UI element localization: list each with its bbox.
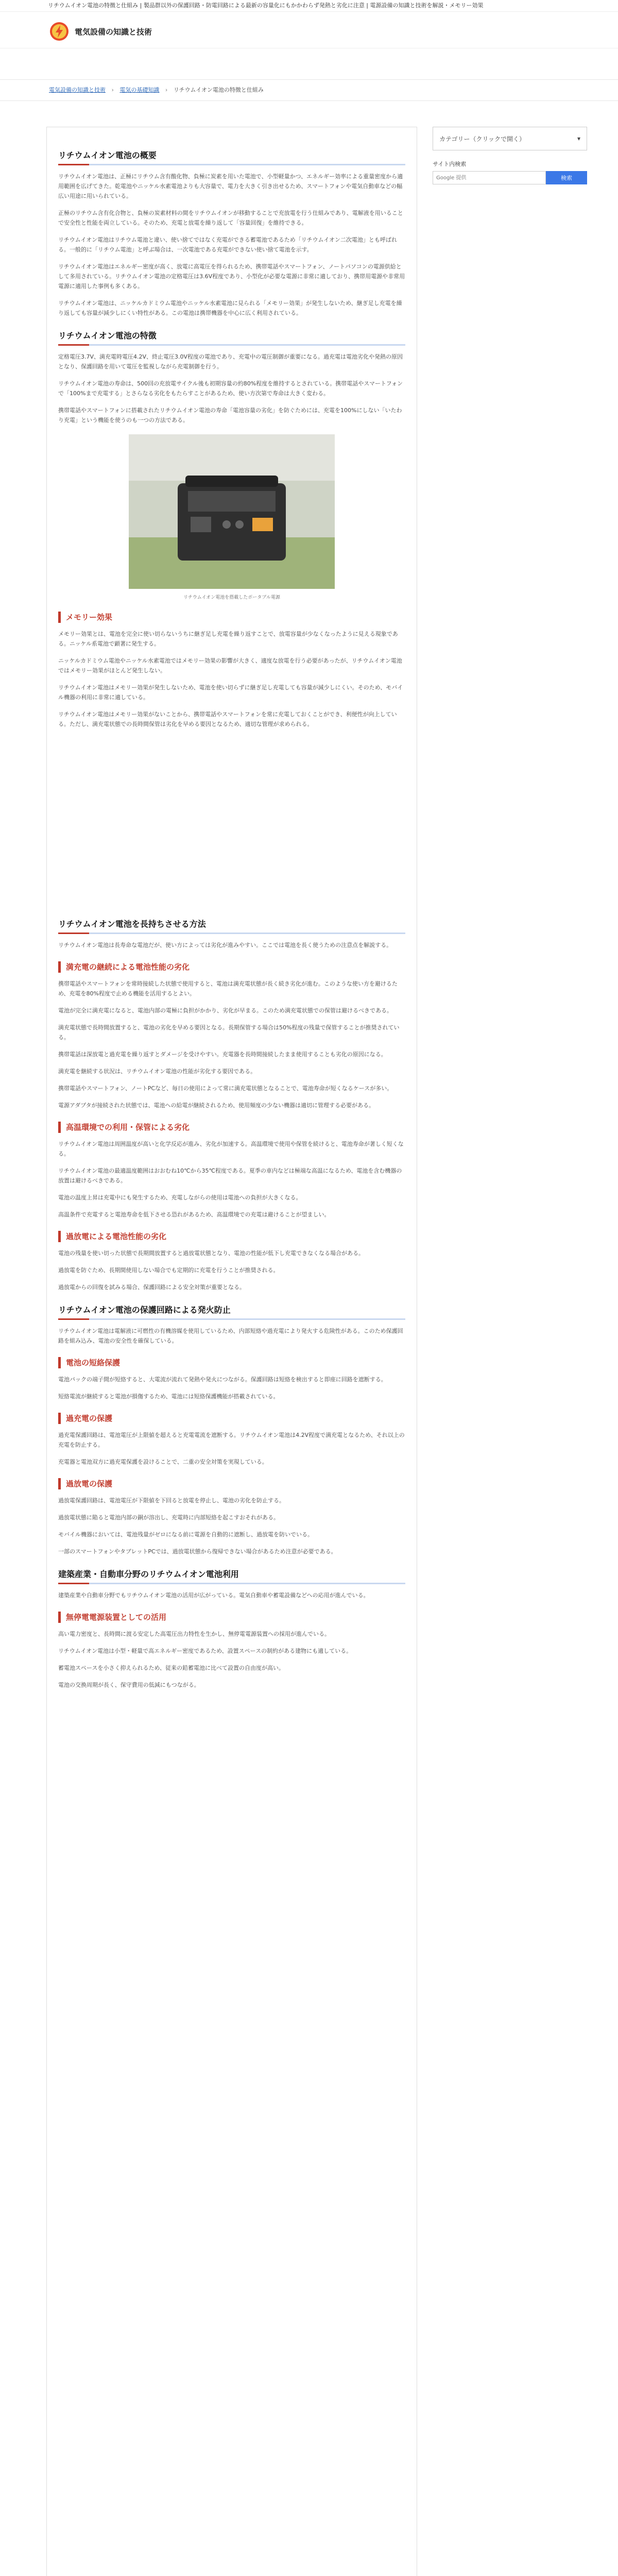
- paragraph: リチウムイオン電池はエネルギー密度が高く、放電に高電圧を得られるため、携帯電話やスマートフォン、ノートパソコンの電源供給として多用されている。リチウムイオン電池の定格電圧は3.6V程度であり、小型化が必要な電源に非常に適しており、携帯用電源や非常用電源に適用した事例も多くある。: [58, 263, 405, 290]
- breadcrumb-parent[interactable]: 電気の基礎知識: [119, 87, 160, 93]
- subsection-heading: 高温環境での利用・保管による劣化: [58, 1122, 405, 1133]
- subsection-heading: 無停電電源装置としての活用: [58, 1612, 405, 1623]
- paragraph: 高温条件で充電すると電池寿命を低下させる恐れがあるため、高温環境での充電は避けることが望ましい。: [58, 1211, 330, 1218]
- paragraph: 定格電圧3.7V、満充電時電圧4.2V、終止電圧3.0V程度の電池であり、充電中の電圧制御が重要になる。過充電は電池劣化や発熱の原因となり、保護回路を用いて電圧を監視しながら充電制御を行う。: [58, 353, 403, 370]
- section-heading: リチウムイオン電池を長持ちさせる方法: [58, 918, 405, 934]
- paragraph: リチウムイオン電池は周囲温度が高いと化学反応が進み、劣化が加速する。高温環境で使用や保管を続けると、電池寿命が著しく短くなる。: [58, 1141, 404, 1157]
- paragraph: 短絡電流が継続すると電池が損傷するため、電池には短絡保護機能が搭載されている。: [58, 1393, 279, 1400]
- site-title: 電気設備の知識と技術: [75, 27, 152, 37]
- figure-caption: リチウムイオン電池を搭載したポータブル電源: [183, 595, 280, 600]
- paragraph: リチウムイオン電池は長寿命な電池だが、使い方によっては劣化が進みやすい。ここでは電池を長く使うための注意点を解説する。: [58, 942, 392, 948]
- paragraph: リチウムイオン電池は電解液に可燃性の有機溶媒を使用しているため、内部短絡や過充電により発火する危険性がある。このため保護回路を組み込み、電池の安全性を確保している。: [58, 1328, 403, 1344]
- subsection-heading: 電池の短絡保護: [58, 1357, 405, 1368]
- search-button-label: 検索: [561, 175, 572, 181]
- category-select-label: カテゴリー（クリックで開く）: [439, 135, 526, 143]
- category-select[interactable]: [433, 127, 587, 150]
- site-tagline: リチウムイオン電池の特徴と仕組み | 製品群以外の保護回路・防電回路による最新の容量化にもかかわらず発熱と劣化に注意 | 電源設備の知識と技術を解説・メモリー効果: [0, 0, 618, 12]
- subsection-heading: 過放電の保護: [58, 1478, 405, 1489]
- breadcrumb-home[interactable]: 電気設備の知識と技術: [49, 87, 106, 93]
- paragraph: リチウムイオン電池の寿命は、500回の充放電サイクル後も初期容量の約80%程度を維持するとされている。携帯電話やスマートフォンで「100%まで充電する」とさらなる劣化をもたらすことがあるため、使い方次第で寿命は大きく変わる。: [58, 380, 403, 397]
- figure: [58, 434, 405, 590]
- section-heading: リチウムイオン電池の概要: [58, 149, 405, 165]
- paragraph: リチウムイオン電池はリチウム電池と違い、使い捨てではなく充電ができる蓄電池であるため「リチウムイオン二次電池」とも呼ばれる。一般的に「リチウム電池」と呼ぶ場合は、一次電池である充電ができない使い捨て電池を示す。: [58, 236, 397, 253]
- paragraph: メモリー効果とは、電池を完全に使い切らないうちに継ぎ足し充電を繰り返すことで、放電容量が少なくなったように見える現象である。ニッケル系電池で顕著に発生する。: [58, 631, 398, 647]
- paragraph: 電池の交換周期が長く、保守費用の低減にもつながる。: [58, 1682, 200, 1688]
- paragraph: 満充電を継続する状況は、リチウムイオン電池の性能が劣化する要因である。: [58, 1068, 256, 1075]
- paragraph: リチウムイオン電池は、正極にリチウム含有酸化物、負極に炭素を用いた電池で、小型軽量かつ、エネルギー効率による重量密度から適用範囲を広げてきた。乾電池やニッケル水素電池よりも大容量で、電力を大きく引き出せるため、スマートフォンや電気自動車などの幅広い用途に用いられている。: [58, 173, 403, 199]
- paragraph: 高い電力密度と、長時間に渡る安定した高電圧出力特性を生かし、無停電電源装置への採用が進んでいる。: [58, 1631, 330, 1637]
- paragraph: 携帯電話やスマートフォンを常時接続した状態で使用すると、電池は満充電状態が長く続き劣化が進む。このような使い方を避けるため、充電を80%程度で止める機能を活用するとよい。: [58, 980, 398, 997]
- subsection-heading: 過充電の保護: [58, 1413, 405, 1424]
- section-heading: 建築産業・自動車分野のリチウムイオン電池利用: [58, 1568, 405, 1584]
- paragraph: 電池が完全に満充電になると、電池内部の電極に負担がかかり、劣化が早まる。このため満充電状態での保管は避けるべきである。: [58, 1007, 392, 1014]
- paragraph: 蓄電池スペースを小さく抑えられるため、従来の鉛蓄電池に比べて設置の自由度が高い。: [58, 1665, 285, 1671]
- paragraph: 携帯電話やスマートフォンに搭載されたリチウムイオン電池の寿命「電池容量の劣化」を防ぐためには、充電を100%にしない「いたわり充電」という機能を使うのも一つの方法である。: [58, 407, 402, 423]
- paragraph: 正極のリチウム含有化合物と、負極の炭素材料の間をリチウムイオンが移動することで充放電を行う仕組みであり、電解液を用いることで安全性と性能を両立している。そのため、充電と放電を繰り返して「容量回復」を維持できる。: [58, 210, 403, 226]
- subsection-heading: 過放電による電池性能の劣化: [58, 1231, 405, 1242]
- paragraph: モバイル機器においては、電池残量がゼロになる前に電源を自動的に遮断し、過放電を防いでいる。: [58, 1531, 313, 1538]
- article-content: [46, 127, 417, 2576]
- paragraph: 電池の残量を使い切った状態で長期間放置すると過放電状態となり、電池の性能が低下し充電できなくなる場合がある。: [58, 1250, 364, 1257]
- paragraph: 携帯電話やスマートフォン、ノートPCなど、毎日の使用によって常に満充電状態となることで、電池寿命が短くなるケースが多い。: [58, 1085, 393, 1092]
- site-search: [433, 171, 587, 184]
- paragraph: 電池パックの端子間が短絡すると、大電流が流れて発熱や発火につながる。保護回路は短絡を検出すると即座に回路を遮断する。: [58, 1376, 387, 1383]
- paragraph: 充電器と電池双方に過充電保護を設けることで、二重の安全対策を実現している。: [58, 1459, 268, 1465]
- subsection-heading: 満充電の継続による電池性能の劣化: [58, 961, 405, 973]
- chevron-right-icon: ›: [165, 87, 168, 93]
- chevron-right-icon: ›: [111, 87, 114, 93]
- paragraph: 過充電保護回路は、電池電圧が上限値を超えると充電電流を遮断する。リチウムイオン電池は4.2V程度で満充電となるため、それ以上の充電を防止する。: [58, 1432, 405, 1448]
- section-heading: リチウムイオン電池の保護回路による発火防止: [58, 1303, 405, 1320]
- chevron-down-icon: ▾: [577, 135, 580, 142]
- section-heading: リチウムイオン電池の特徴: [58, 329, 405, 346]
- paragraph: 過放電を防ぐため、長期間使用しない場合でも定期的に充電を行うことが推奨される。: [58, 1267, 279, 1274]
- subsection-heading: メモリー効果: [58, 612, 405, 623]
- sidebar: [433, 127, 587, 184]
- paragraph: 一部のスマートフォンやタブレットPCでは、過放電状態から復帰できない場合があるため注意が必要である。: [58, 1548, 337, 1555]
- paragraph: 過放電状態に陥ると電池内部の銅が溶出し、充電時に内部短絡を起こすおそれがある。: [58, 1514, 279, 1521]
- paragraph: 満充電状態で長時間放置すると、電池の劣化を早める要因となる。長期保管する場合は50%程度の残量で保管することが推奨されている。: [58, 1024, 400, 1041]
- portable-power-station-image: [129, 434, 335, 589]
- blank-space: [58, 736, 405, 906]
- site-logo[interactable]: [49, 21, 152, 42]
- paragraph: 電池の温度上昇は充電中にも発生するため、充電しながらの使用は電池への負担が大きくなる。: [58, 1194, 302, 1201]
- paragraph: 携帯電話は深放電と過充電を繰り返すとダメージを受けやすい。充電器を長時間接続したまま使用することも劣化の原因になる。: [58, 1051, 387, 1058]
- breadcrumb-current: リチウムイオン電池の特徴と仕組み: [173, 87, 264, 93]
- search-label: サイト内検索: [433, 161, 467, 167]
- paragraph: リチウムイオン電池はメモリー効果がないことから、携帯電話やスマートフォンを常に充電しておくことができ、利便性が向上している。ただし、満充電状態での長時間保管は劣化を早める要因となるため、適切な管理が求められる。: [58, 711, 397, 727]
- search-button[interactable]: [546, 171, 587, 184]
- paragraph: リチウムイオン電池の最適温度範囲はおおむね10℃から35℃程度である。夏季の車内などは極端な高温になるため、電池を含む機器の放置は避けるべきである。: [58, 1167, 402, 1184]
- site-header: [0, 12, 618, 48]
- paragraph: リチウムイオン電池は、ニッケルカドミウム電池やニッケル水素電池に見られる「メモリー効果」が発生しないため、継ぎ足し充電を繰り返しても容量が減少しにくい特性がある。この電池は携帯機器を中心に広く利用されている。: [58, 300, 402, 316]
- breadcrumb: [0, 79, 618, 101]
- paragraph: リチウムイオン電池はメモリー効果が発生しないため、電池を使い切らずに継ぎ足し充電しても容量が減少しにくい。そのため、モバイル機器の利用に非常に適している。: [58, 684, 403, 701]
- paragraph: ニッケルカドミウム電池やニッケル水素電池ではメモリー効果の影響が大きく、適度な放電を行う必要があったが、リチウムイオン電池ではメモリー効果がほとんど発生しない。: [58, 657, 402, 674]
- paragraph: 過放電保護回路は、電池電圧が下限値を下回ると放電を停止し、電池の劣化を防止する。: [58, 1497, 285, 1504]
- lightning-logo-icon: [49, 21, 70, 42]
- paragraph: 電源アダプタが接続された状態では、電池への給電が継続されるため、使用頻度の少ない機器は適切に管理する必要がある。: [58, 1102, 375, 1109]
- paragraph: 過放電からの回復を試みる場合、保護回路による安全対策が重要となる。: [58, 1284, 245, 1291]
- search-input[interactable]: [433, 171, 546, 184]
- paragraph: 建築産業や自動車分野でもリチウムイオン電池の活用が広がっている。電気自動車や蓄電設備などへの応用が進んでいる。: [58, 1592, 369, 1599]
- paragraph: リチウムイオン電池は小型・軽量で高エネルギー密度であるため、設置スペースの制約がある建物にも適している。: [58, 1648, 352, 1654]
